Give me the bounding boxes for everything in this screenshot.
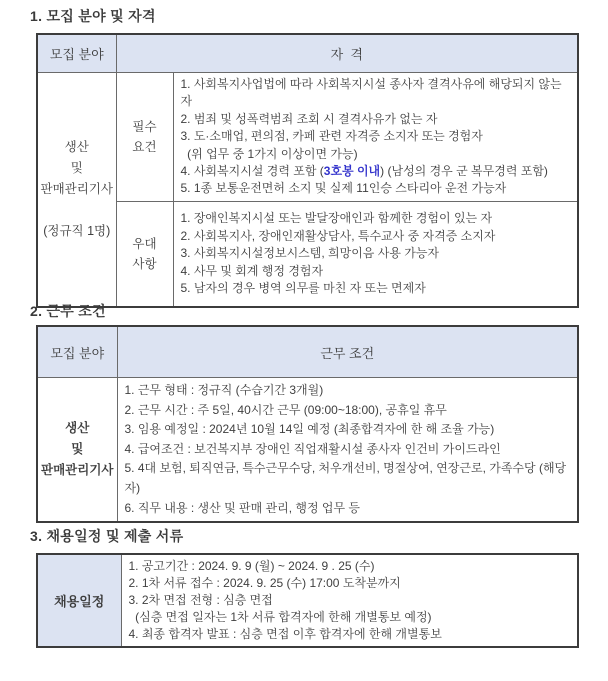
qualification-table-header-row — [37, 34, 578, 73]
field-line: (정규직 1명) — [43, 223, 111, 238]
list-item: 2. 1차 서류 접수 : 2024. 9. 25 (수) 17:00 도착분까지 — [128, 576, 401, 590]
field-line: 및 — [71, 442, 84, 457]
working-conditions-items-cell — [117, 378, 578, 523]
list-item: 1. 사회복지사업법에 따라 사회복지시설 종사자 결격사유에 해당되지 않는 자 — [180, 77, 565, 109]
list-item: 3. 2차 면접 전형 : 심층 면접 — [128, 593, 273, 607]
section2-title: 2. 근무 조건 — [30, 303, 106, 319]
list-item — [181, 163, 572, 180]
qualification-header-cell: 자 격 — [116, 34, 578, 73]
preferred-qualification-row — [37, 201, 578, 307]
field-line: 판매관리기사 — [40, 181, 113, 196]
required-label-cell — [116, 73, 173, 202]
schedule-items-cell — [121, 554, 578, 647]
list-item: 1. 공고기간 : 2024. 9. 9 (월) ~ 2024. 9 . 25 (수) — [128, 559, 375, 573]
list-item: 2. 범죄 및 성폭력범죄 조회 시 결격사유가 없는 자 — [180, 111, 438, 126]
list-item: 4. 사무 및 회계 행정 경험자 — [180, 263, 324, 278]
list-item: 4. 최종 합격자 발표 : 심층 면접 이후 합격자에 한해 개별통보 — [128, 627, 442, 641]
list-item: 6. 직무 내용 : 생산 및 판매 관리, 행정 업무 등 — [124, 500, 360, 515]
schedule-row — [37, 554, 578, 647]
list-item: 5. 남자의 경우 병역 의무를 마친 자 또는 면제자 — [180, 280, 426, 295]
list-item: 3. 사회복지시설정보시스템, 희망이음 사용 가능자 — [180, 246, 440, 261]
required-label-line: 필수 — [132, 119, 157, 134]
recruit-field-cell — [37, 73, 116, 307]
recruit-field-cell — [37, 378, 117, 523]
working-conditions-table — [36, 325, 579, 523]
field-line: 판매관리기사 — [41, 463, 114, 478]
list-item: 5. 1종 보통운전면허 소지 및 실제 11인승 스타리아 운전 가능자 — [180, 181, 507, 196]
required-qualification-row — [37, 73, 578, 202]
working-conditions-header-cell: 근무 조건 — [117, 326, 578, 378]
preferred-label-line: 우대 — [132, 236, 157, 251]
list-item: 5. 4대 보험, 퇴직연금, 특수근무수당, 처우개선비, 명절상여, 연장근로, 가족수당 (해당자) — [124, 461, 567, 495]
schedule-label-cell: 채용일정 — [37, 554, 121, 647]
field-line: 생산 — [64, 139, 89, 154]
field-line: 및 — [70, 160, 83, 175]
preferred-label-line: 사항 — [132, 256, 157, 271]
preferred-items-cell — [173, 201, 578, 307]
salary-step-highlight: 3호봉 이내 — [323, 164, 381, 179]
required-label-line: 요건 — [132, 139, 157, 154]
item-text: 4. 사회복지시설 경력 포함 ( — [180, 164, 324, 179]
schedule-table — [36, 553, 579, 648]
working-conditions-row — [37, 378, 578, 523]
item-text: ) (남성의 경우 군 복무경력 포함) — [380, 164, 548, 179]
list-item: 2. 사회복지사, 장애인재활상담사, 특수교사 중 자격증 소지자 — [180, 228, 496, 243]
list-item: 2. 근무 시간 : 주 5일, 40시간 근무 (09:00~18:00), 공휴일 휴무 — [124, 402, 447, 417]
list-item-subnote: (위 업무 중 1가지 이상이면 가능) — [180, 146, 358, 161]
list-item: 4. 급여조건 : 보건복지부 장애인 직업재활시설 종사자 인건비 가이드라인 — [124, 441, 501, 456]
field-line-spacer — [38, 200, 116, 221]
recruit-field-header-cell: 모집 분야 — [37, 34, 116, 73]
required-items-cell — [173, 73, 578, 202]
recruit-field-header-cell: 모집 분야 — [37, 326, 117, 378]
list-item: 1. 근무 형태 : 정규직 (수습기간 3개월) — [124, 383, 324, 397]
qualification-table — [36, 33, 579, 308]
list-item: 3. 도·소매업, 편의점, 카페 관련 자격증 소지자 또는 경험자 — [180, 129, 483, 144]
section3-title: 3. 채용일정 및 제출 서류 — [30, 528, 184, 544]
section1-title: 1. 모집 분야 및 자격 — [30, 8, 156, 24]
working-conditions-header-row — [37, 326, 578, 378]
preferred-label-cell — [116, 201, 173, 307]
list-item-subnote: (심층 면접 일자는 1차 서류 합격자에 한해 개별통보 예정) — [128, 610, 432, 624]
list-item: 1. 장애인복지시설 또는 발달장애인과 함께한 경험이 있는 자 — [180, 211, 493, 226]
list-item: 3. 임용 예정일 : 2024년 10월 14일 예정 (최종합격자에 한 해 조율 가능) — [124, 422, 495, 437]
field-line: 생산 — [65, 421, 90, 436]
